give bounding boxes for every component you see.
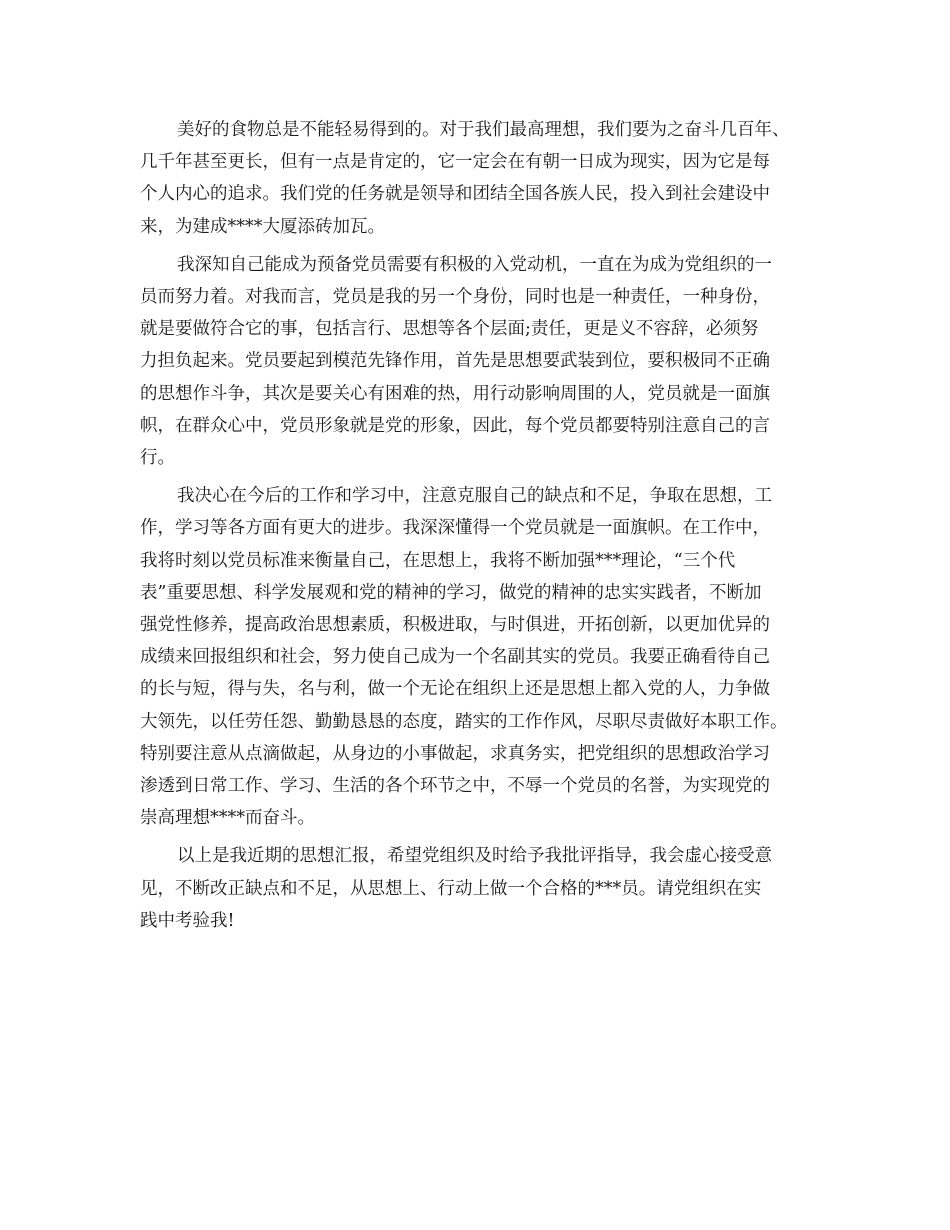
text-line: 我深知自己能成为预备党员需要有积极的入党动机，一直在为成为党组织的一: [177, 254, 772, 275]
text-line: 渗透到日常工作、学习、生活的各个环节之中，不辱一个党员的名誉，为实现党的: [140, 776, 770, 797]
text-line: 成绩来回报组织和社会，努力使自己成为一个名副其实的党员。我要正确看待自己: [140, 647, 770, 668]
text-line: 见，不断改正缺点和不足，从思想上、行动上做一个合格的***员。请党组织在实: [140, 878, 762, 899]
text-line: 的长与短，得与失，名与利，做一个无论在组织上还是思想上都入党的人，力争做: [140, 679, 770, 700]
paragraph-1: [140, 114, 820, 243]
text-line: 大领先，以任劳任怨、勤勤恳恳的态度，踏实的工作作风，尽职尽责做好本职工作。: [140, 711, 788, 732]
text-line: 强党性修养，提高政治思想素质，积极进取，与时俱进，开拓创新，以更加优异的: [140, 615, 770, 636]
text-line: 践中考验我!: [140, 910, 235, 931]
paragraph-3: [140, 480, 820, 834]
text-line: 以上是我近期的思想汇报，希望党组织及时给予我批评指导，我会虚心接受意: [177, 846, 772, 867]
text-line: 作，学习等各方面有更大的进步。我深深懂得一个党员就是一面旗帜。在工作中，: [140, 518, 770, 539]
text-line: 崇高理想****而奋斗。: [140, 808, 315, 829]
text-line: 美好的食物总是不能轻易得到的。对于我们最高理想，我们要为之奋斗几百年、: [177, 120, 790, 140]
text-line: 来，为建成****大厦添砖加瓦。: [140, 216, 385, 237]
text-line: 特别要注意从点滴做起，从身边的小事做起，求真务实，把党组织的思想政治学习: [140, 743, 770, 764]
text-line: 我将时刻以党员标准来衡量自己，在思想上，我将不断加强***理论，“三个代: [140, 550, 736, 571]
text-line: 就是要做符合它的事，包括言行、思想等各个层面;责任，更是义不容辞，必须努: [140, 319, 759, 340]
document-body: [140, 114, 820, 943]
text-line: 我决心在今后的工作和学习中，注意克服自己的缺点和不足，争取在思想，工: [177, 486, 772, 507]
text-line: 帜，在群众心中，党员形象就是党的形象，因此，每个党员都要特别注意自己的言: [140, 415, 770, 436]
text-line: 行。: [140, 448, 175, 469]
text-line: 员而努力着。对我而言，党员是我的另一个身份，同时也是一种责任，一种身份，: [140, 287, 770, 308]
text-line: 力担负起来。党员要起到模范先锋作用，首先是思想要武装到位，要积极同不正确: [140, 351, 770, 372]
text-line: 表”重要思想、科学发展观和党的精神的学习，做党的精神的忠实实践者，不断加: [140, 582, 762, 603]
text-line: 几千年甚至更长，但有一点是肯定的，它一定会在有朝一日成为现实，因为它是每: [140, 152, 770, 173]
paragraph-4: [140, 840, 820, 937]
text-line: 的思想作斗争，其次是要关心有困难的热，用行动影响周围的人，党员就是一面旗: [140, 383, 770, 404]
paragraph-2: [140, 249, 820, 474]
text-line: 个人内心的追求。我们党的任务就是领导和团结全国各族人民，投入到社会建设中: [140, 184, 770, 205]
